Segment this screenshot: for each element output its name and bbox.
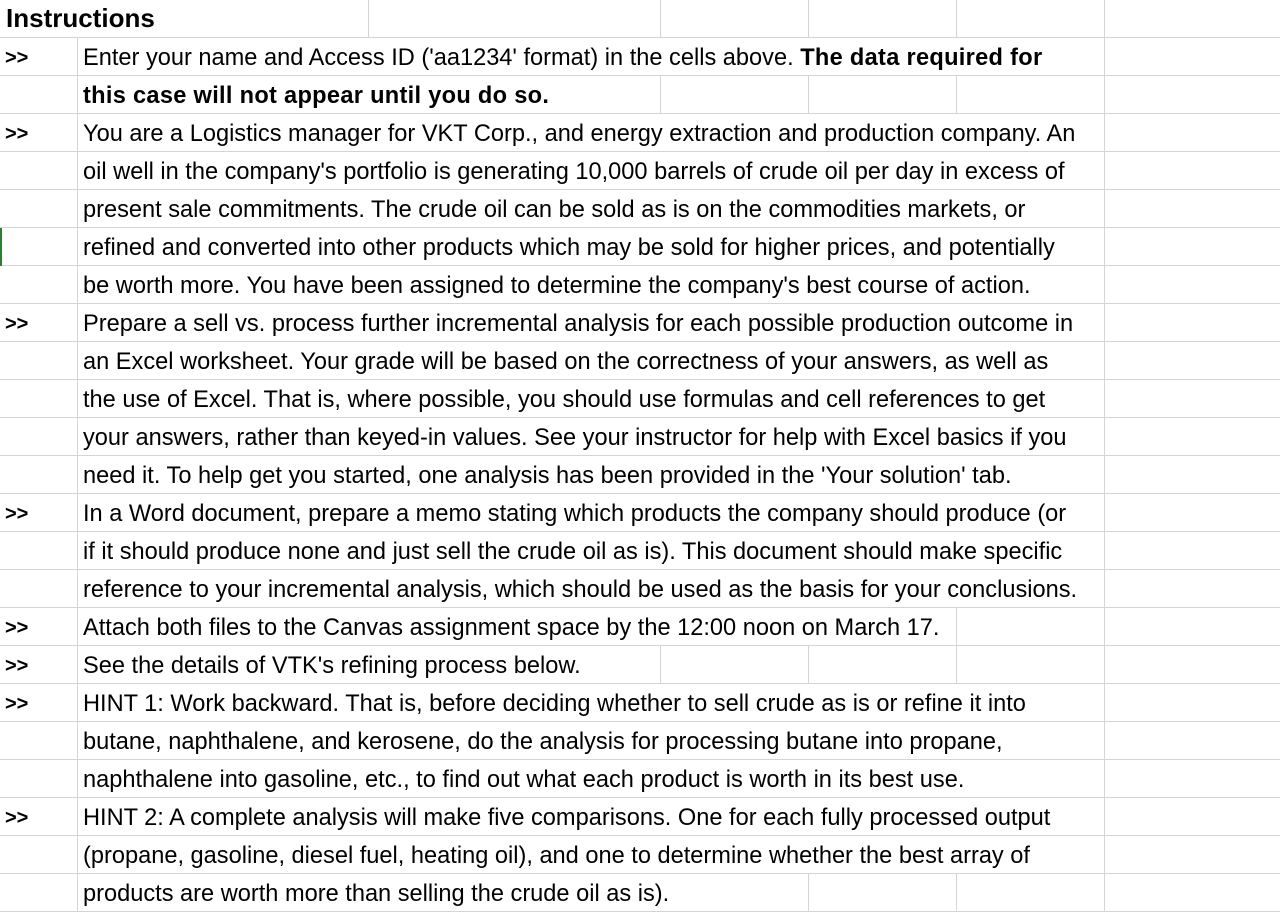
cell[interactable] — [0, 342, 78, 380]
cell[interactable] — [957, 76, 1105, 114]
instruction-row — [0, 798, 1280, 836]
text-segment: You are a Logistics manager for VKT Corp., and energy extraction and production company. An — [83, 121, 1076, 147]
bullet-marker: >> — [5, 47, 29, 69]
instruction-row — [0, 570, 1280, 608]
instruction-row — [0, 190, 1280, 228]
cell[interactable] — [1105, 152, 1280, 190]
cell[interactable] — [0, 722, 78, 760]
cell[interactable] — [1105, 760, 1280, 798]
instruction-text — [83, 38, 1042, 76]
cell[interactable] — [1105, 456, 1280, 494]
cell[interactable] — [0, 190, 78, 228]
instruction-text — [83, 570, 1077, 608]
cell[interactable] — [809, 76, 957, 114]
instruction-text — [83, 266, 1031, 304]
text-segment: be worth more. You have been assigned to determine the company's best course of action. — [83, 273, 1031, 299]
instruction-row — [0, 684, 1280, 722]
cell[interactable] — [0, 380, 78, 418]
cell[interactable] — [0, 152, 78, 190]
instruction-text — [83, 456, 1012, 494]
cell[interactable] — [1105, 532, 1280, 570]
cell[interactable] — [1105, 304, 1280, 342]
bold-text-segment: this case will not appear until you do so. — [83, 83, 550, 109]
instruction-text — [83, 228, 1055, 266]
instruction-text — [83, 836, 1030, 874]
cell[interactable] — [369, 0, 661, 38]
text-segment: naphthalene into gasoline, etc., to find out what each product is worth in its best use. — [83, 767, 965, 793]
text-segment: In a Word document, prepare a memo stating which products the company should produce (or — [83, 501, 1067, 527]
instruction-text — [83, 380, 1045, 418]
cell[interactable] — [0, 228, 78, 266]
text-segment: your answers, rather than keyed-in values. See your instructor for help with Excel basics if you — [83, 425, 1067, 451]
cell[interactable] — [1105, 646, 1280, 684]
text-segment: the use of Excel. That is, where possible, you should use formulas and cell references to get — [83, 387, 1046, 413]
text-segment: butane, naphthalene, and kerosene, do the analysis for processing butane into propane, — [83, 729, 1003, 755]
bullet-marker: >> — [5, 807, 29, 829]
instruction-row — [0, 608, 1280, 646]
cell[interactable] — [1105, 38, 1280, 76]
text-segment: Prepare a sell vs. process further incremental analysis for each possible production outcome in — [83, 311, 1074, 337]
instruction-row — [0, 266, 1280, 304]
bullet-marker: >> — [5, 693, 29, 715]
instruction-text — [83, 190, 1025, 228]
instruction-text — [83, 418, 1067, 456]
cell[interactable] — [0, 570, 78, 608]
instruction-text — [83, 114, 1075, 152]
instruction-row — [0, 646, 1280, 684]
text-segment: HINT 2: A complete analysis will make five comparisons. One for each fully processed output — [83, 805, 1051, 831]
instruction-row — [0, 342, 1280, 380]
instruction-row — [0, 114, 1280, 152]
bullet-marker: >> — [5, 503, 29, 525]
instruction-text — [83, 798, 1050, 836]
text-segment: HINT 1: Work backward. That is, before deciding whether to sell crude as is or refine it into — [83, 691, 1026, 717]
heading-row — [0, 0, 1280, 38]
text-segment: See the details of VTK's refining process below. — [83, 653, 581, 679]
text-segment: oil well in the company's portfolio is generating 10,000 barrels of crude oil per day in excess of — [83, 159, 1065, 185]
text-segment: products are worth more than selling the crude oil as is). — [83, 881, 670, 907]
instruction-row — [0, 304, 1280, 342]
instruction-row — [0, 38, 1280, 76]
instruction-text — [83, 304, 1073, 342]
cell[interactable] — [1105, 684, 1280, 722]
text-segment: reference to your incremental analysis, which should be used as the basis for your conclusions. — [83, 577, 1078, 603]
text-segment: an Excel worksheet. Your grade will be based on the correctness of your answers, as well as — [83, 349, 1049, 375]
instruction-text — [83, 722, 1003, 760]
instruction-row — [0, 836, 1280, 874]
instruction-text — [83, 646, 581, 684]
instruction-text — [83, 152, 1065, 190]
cell[interactable] — [1105, 0, 1280, 38]
instruction-text — [83, 608, 939, 646]
cell[interactable] — [1105, 380, 1280, 418]
bullet-marker: >> — [5, 655, 29, 677]
text-segment: need it. To help get you started, one analysis has been provided in the 'Your solution' tab. — [83, 463, 1012, 489]
instruction-row — [0, 380, 1280, 418]
cell[interactable] — [0, 266, 78, 304]
instruction-text — [83, 76, 549, 114]
text-segment: present sale commitments. The crude oil can be sold as is on the commodities markets, or — [83, 197, 1026, 223]
instruction-text — [83, 342, 1048, 380]
cell[interactable] — [1105, 418, 1280, 456]
cell[interactable] — [1105, 494, 1280, 532]
instructions-heading: Instructions — [6, 3, 155, 33]
cell[interactable] — [809, 874, 957, 912]
cell[interactable] — [1105, 570, 1280, 608]
cell[interactable] — [1105, 874, 1280, 912]
bold-text-segment: The data required for — [800, 45, 1043, 71]
instruction-row — [0, 532, 1280, 570]
selection-edge — [0, 228, 2, 266]
text-segment: if it should produce none and just sell the crude oil as is). This document should make specific — [83, 539, 1063, 565]
instruction-row — [0, 760, 1280, 798]
cell[interactable] — [1105, 266, 1280, 304]
cell[interactable] — [809, 0, 957, 38]
cell[interactable] — [1105, 798, 1280, 836]
instruction-row — [0, 456, 1280, 494]
instruction-text — [83, 532, 1062, 570]
instruction-row — [0, 494, 1280, 532]
cell[interactable] — [957, 608, 1105, 646]
cell[interactable] — [1105, 114, 1280, 152]
cell[interactable] — [0, 456, 78, 494]
instruction-row — [0, 722, 1280, 760]
instruction-row — [0, 874, 1280, 912]
text-segment: (propane, gasoline, diesel fuel, heating oil), and one to determine whether the best array of — [83, 843, 1030, 869]
cell[interactable] — [1105, 228, 1280, 266]
instruction-row — [0, 418, 1280, 456]
text-segment: refined and converted into other products which may be sold for higher prices, and potentially — [83, 235, 1055, 261]
cell[interactable] — [809, 646, 957, 684]
instruction-text — [83, 494, 1066, 532]
text-segment: Attach both files to the Canvas assignment space by the 12:00 noon on March 17. — [83, 615, 940, 641]
cell[interactable] — [0, 874, 78, 912]
instruction-text — [83, 760, 964, 798]
bullet-marker: >> — [5, 313, 29, 335]
instruction-row — [0, 152, 1280, 190]
cell[interactable] — [661, 76, 809, 114]
bullet-marker: >> — [5, 123, 29, 145]
cell[interactable] — [0, 418, 78, 456]
cell[interactable] — [1105, 722, 1280, 760]
cell[interactable] — [0, 76, 78, 114]
instruction-text — [83, 874, 669, 912]
cell[interactable] — [661, 0, 809, 38]
instruction-row — [0, 228, 1280, 266]
cell[interactable] — [0, 760, 78, 798]
cell[interactable] — [1105, 76, 1280, 114]
instruction-text — [83, 684, 1026, 722]
cell[interactable] — [957, 874, 1105, 912]
cell[interactable] — [1105, 342, 1280, 380]
cell[interactable] — [661, 646, 809, 684]
cell[interactable] — [1105, 608, 1280, 646]
cell[interactable] — [1105, 836, 1280, 874]
instruction-row — [0, 76, 1280, 114]
bullet-marker: >> — [5, 617, 29, 639]
cell[interactable] — [0, 532, 78, 570]
cell[interactable] — [1105, 190, 1280, 228]
cell[interactable] — [957, 0, 1105, 38]
text-segment: Enter your name and Access ID ('aa1234' format) in the cells above. — [83, 45, 801, 71]
cell[interactable] — [0, 836, 78, 874]
cell[interactable] — [957, 646, 1105, 684]
